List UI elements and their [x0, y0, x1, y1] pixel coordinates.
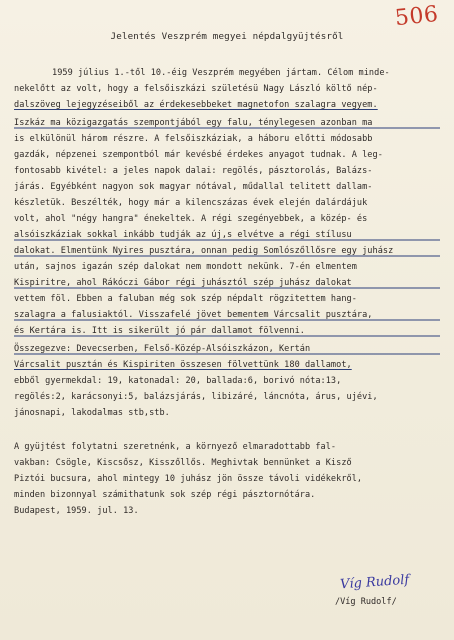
text-line: Piztói bucsura, ahol mintegy 10 juhász jön össze távoli vidékekről, — [14, 474, 363, 484]
text-line: Összegezve: Devecserben, Felső-Közép-Alsóiszkázon, Kertán — [14, 344, 311, 354]
text-line: Várcsalit pusztán és Kispiriten összesen fölvettünk 180 dallamot, — [14, 360, 352, 370]
text-line: Budapest, 1959. jul. 13. — [14, 506, 139, 516]
text-line: gazdák, népzenei szempontból már kevésbé érdekes anyagot tudnak. A leg- — [14, 150, 383, 160]
text-line: vakban: Csögle, Kiscsősz, Kisszőllős. Meghivtak bennünket a Kisző — [14, 458, 352, 468]
text-line: és Kertára is. Itt is sikerült jó pár dallamot fölvenni. — [14, 326, 305, 336]
document-title: Jelentés Veszprém megyei népdalgyüjtésről — [110, 31, 344, 42]
text-line: jánosnapi, lakodalmas stb,stb. — [14, 408, 170, 418]
text-line: készletük. Beszélték, hogy már a kilencszázas évek elején dalárdájuk — [14, 198, 368, 208]
text-line: ebből gyermekdal: 19, katonadal: 20, ballada:6, borivó nóta:13, — [14, 376, 342, 386]
text-line: 1959 július 1.-től 10.-éig Veszprém megyében jártam. Célom minde- — [52, 68, 390, 78]
text-line: volt, ahol "négy hangra" énekeltek. A régi szegényebbek, a közép- és — [14, 214, 368, 224]
text-line: alsóiszkáziak sokkal inkább tudják az új,s elvétve a régi stílusu — [14, 230, 352, 240]
text-line: is elkülönül három részre. A felsőiszkáziak, a háboru előtti módosabb — [14, 134, 373, 144]
text-line: Kispiritre, ahol Rákóczi Gábor régi juhásztól szép juhász dalokat — [14, 278, 352, 288]
text-line: vettem föl. Ebben a faluban még sok szép népdalt rögzitettem hang- — [14, 294, 357, 304]
text-line: dalszöveg lejegyzéseiből az érdekesebbeket magnetofon szalagra vegyem. — [14, 100, 378, 110]
text-line: dalokat. Elmentünk Nyires pusztára, onnan pedig Somlószőllősre egy juhász — [14, 246, 394, 256]
page-number-stamp: 506 — [393, 1, 440, 32]
text-line: Iszkáz ma közigazgatás szempontjából egy falu, ténylegesen azonban ma — [14, 118, 373, 128]
handwritten-signature: Víg Rudolf — [339, 572, 410, 593]
text-line: fontosabb kivétel: a jeles napok dalai: regölés, pásztorolás, Balázs- — [14, 166, 373, 176]
text-line: A gyüjtést folytatni szeretnénk, a környező elmaradottabb fal- — [14, 442, 337, 452]
text-line: regölés:2, karácsonyi:5, balázsjárás, libizáré, láncnóta, árus, ujévi, — [14, 392, 378, 402]
text-line: járás. Egyébként nagyon sok magyar nótával, műdallal telitett dallam- — [14, 182, 373, 192]
text-line: után, sajnos igazán szép dalokat nem mondott nekünk. 7-én elmentem — [14, 262, 357, 272]
typed-signature: /Víg Rudolf/ — [335, 597, 397, 607]
text-line: nekelőtt az volt, hogy a felsőiszkázi születésü Nagy László költő nép- — [14, 84, 378, 94]
text-line: minden bizonnyal számithatunk sok szép régi pásztornótára. — [14, 490, 316, 500]
text-line: szalagra a falusiaktól. Visszafelé jövet bementem Várcsalit pusztára, — [14, 310, 373, 320]
